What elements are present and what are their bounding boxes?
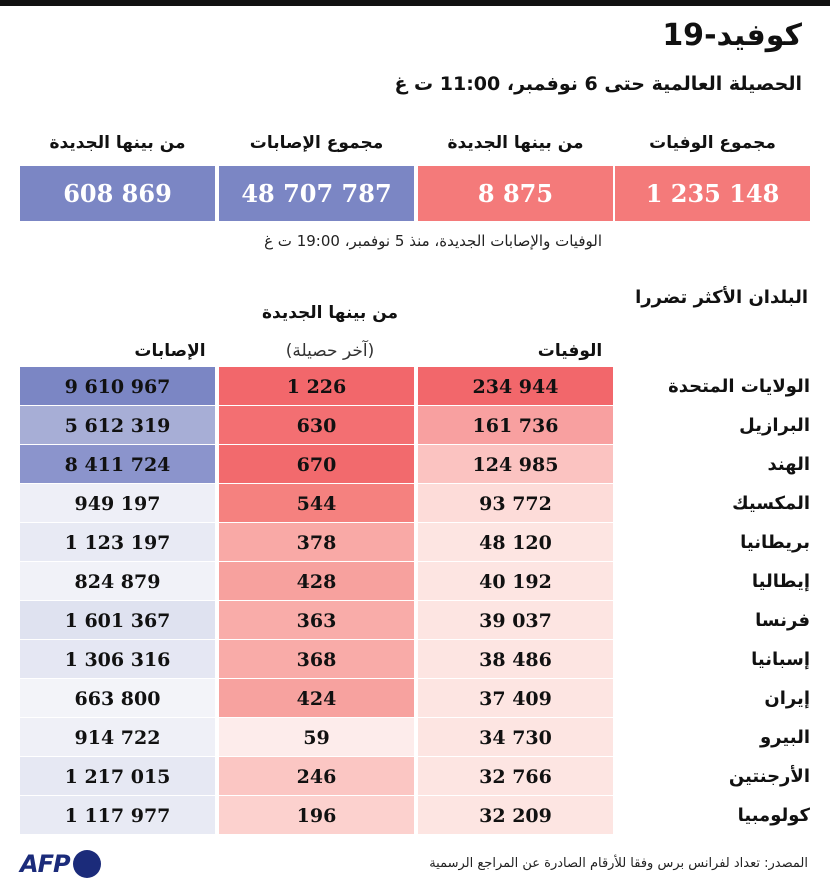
summary-label-new-deaths: من بينها الجديدة	[447, 133, 584, 153]
summary-value-total-cases: 48 707 787	[219, 166, 414, 221]
cell-deaths: 32 209	[418, 796, 613, 835]
country-name: بريطانيا	[740, 532, 810, 553]
cell-deaths: 124 985	[418, 445, 613, 484]
table-row	[20, 679, 810, 718]
country-name: البرازيل	[739, 415, 810, 436]
cell-new: 630	[219, 406, 414, 445]
summary-value-new-cases: 608 869	[20, 166, 215, 221]
cell-deaths: 39 037	[418, 601, 613, 640]
table-row	[20, 640, 810, 679]
page-title: كوفيد-19	[662, 18, 802, 53]
country-name: الأرجنتين	[728, 766, 810, 787]
row-divider	[20, 834, 810, 835]
country-name: كولومبيا	[737, 805, 810, 826]
table-row	[20, 484, 810, 523]
cell-cases: 1 117 977	[20, 796, 215, 835]
cell-deaths: 38 486	[418, 640, 613, 679]
summary-label-total-cases: مجموع الإصابات	[249, 133, 384, 153]
cell-deaths: 48 120	[418, 523, 613, 562]
summary-labels	[20, 128, 810, 158]
country-name: إيران	[764, 688, 810, 709]
cell-cases: 914 722	[20, 718, 215, 757]
cell-cases: 1 123 197	[20, 523, 215, 562]
summary-values	[20, 166, 810, 221]
table-row	[20, 601, 810, 640]
top-border	[0, 0, 830, 6]
cell-deaths: 40 192	[418, 562, 613, 601]
table-row	[20, 445, 810, 484]
source-note: المصدر: تعداد لفرانس برس وفقا للأرقام الصادرة عن المراجع الرسمية	[429, 856, 808, 871]
afp-logo-dot-icon	[73, 850, 101, 878]
cell-new: 59	[219, 718, 414, 757]
country-name: المكسيك	[732, 493, 810, 514]
cell-cases: 1 601 367	[20, 601, 215, 640]
cell-new: 378	[219, 523, 414, 562]
afp-logo-text: AFP	[20, 850, 70, 878]
page-subtitle: الحصيلة العالمية حتى 6 نوفمبر، 11:00 ت غ	[394, 73, 802, 95]
summary-label-new-cases: من بينها الجديدة	[49, 133, 186, 153]
cell-cases: 824 879	[20, 562, 215, 601]
column-header-new-note: (آخر حصيلة)	[285, 341, 375, 361]
country-name: إيطاليا	[751, 571, 810, 592]
cell-deaths: 37 409	[418, 679, 613, 718]
table-row	[20, 562, 810, 601]
cell-cases: 663 800	[20, 679, 215, 718]
cell-cases: 8 411 724	[20, 445, 215, 484]
country-name: الولايات المتحدة	[668, 376, 810, 397]
cell-new: 196	[219, 796, 414, 835]
cell-deaths: 161 736	[418, 406, 613, 445]
cell-cases: 1 306 316	[20, 640, 215, 679]
cell-new: 670	[219, 445, 414, 484]
countries-table	[20, 367, 810, 835]
cell-new: 363	[219, 601, 414, 640]
cell-cases: 1 217 015	[20, 757, 215, 796]
country-name: فرنسا	[755, 610, 810, 631]
country-name: البيرو	[759, 727, 810, 748]
summary-value-new-deaths: 8 875	[418, 166, 613, 221]
cell-cases: 5 612 319	[20, 406, 215, 445]
country-name: إسبانيا	[751, 649, 810, 670]
table-row	[20, 367, 810, 406]
cell-deaths: 32 766	[418, 757, 613, 796]
summary-note: الوفيات والإصابات الجديدة، منذ 5 نوفمبر، 19:00 ت غ	[264, 232, 602, 250]
cell-new: 428	[219, 562, 414, 601]
afp-logo	[20, 848, 101, 880]
column-header-deaths: الوفيات	[537, 341, 603, 361]
cell-deaths: 93 772	[418, 484, 613, 523]
cell-new: 544	[219, 484, 414, 523]
table-row	[20, 796, 810, 835]
cell-new: 424	[219, 679, 414, 718]
cell-new: 1 226	[219, 367, 414, 406]
summary-value-total-deaths: 1 235 148	[615, 166, 810, 221]
cell-cases: 949 197	[20, 484, 215, 523]
column-header-new: من بينها الجديدة	[261, 303, 399, 323]
countries-heading: البلدان الأكثر تضررا	[635, 287, 808, 308]
table-row	[20, 523, 810, 562]
table-row	[20, 718, 810, 757]
cell-new: 246	[219, 757, 414, 796]
country-name: الهند	[767, 454, 810, 475]
cell-cases: 9 610 967	[20, 367, 215, 406]
cell-deaths: 34 730	[418, 718, 613, 757]
summary-label-total-deaths: مجموع الوفيات	[649, 133, 776, 153]
table-row	[20, 406, 810, 445]
cell-deaths: 234 944	[418, 367, 613, 406]
cell-new: 368	[219, 640, 414, 679]
table-row	[20, 757, 810, 796]
column-header-cases: الإصابات	[134, 341, 206, 361]
